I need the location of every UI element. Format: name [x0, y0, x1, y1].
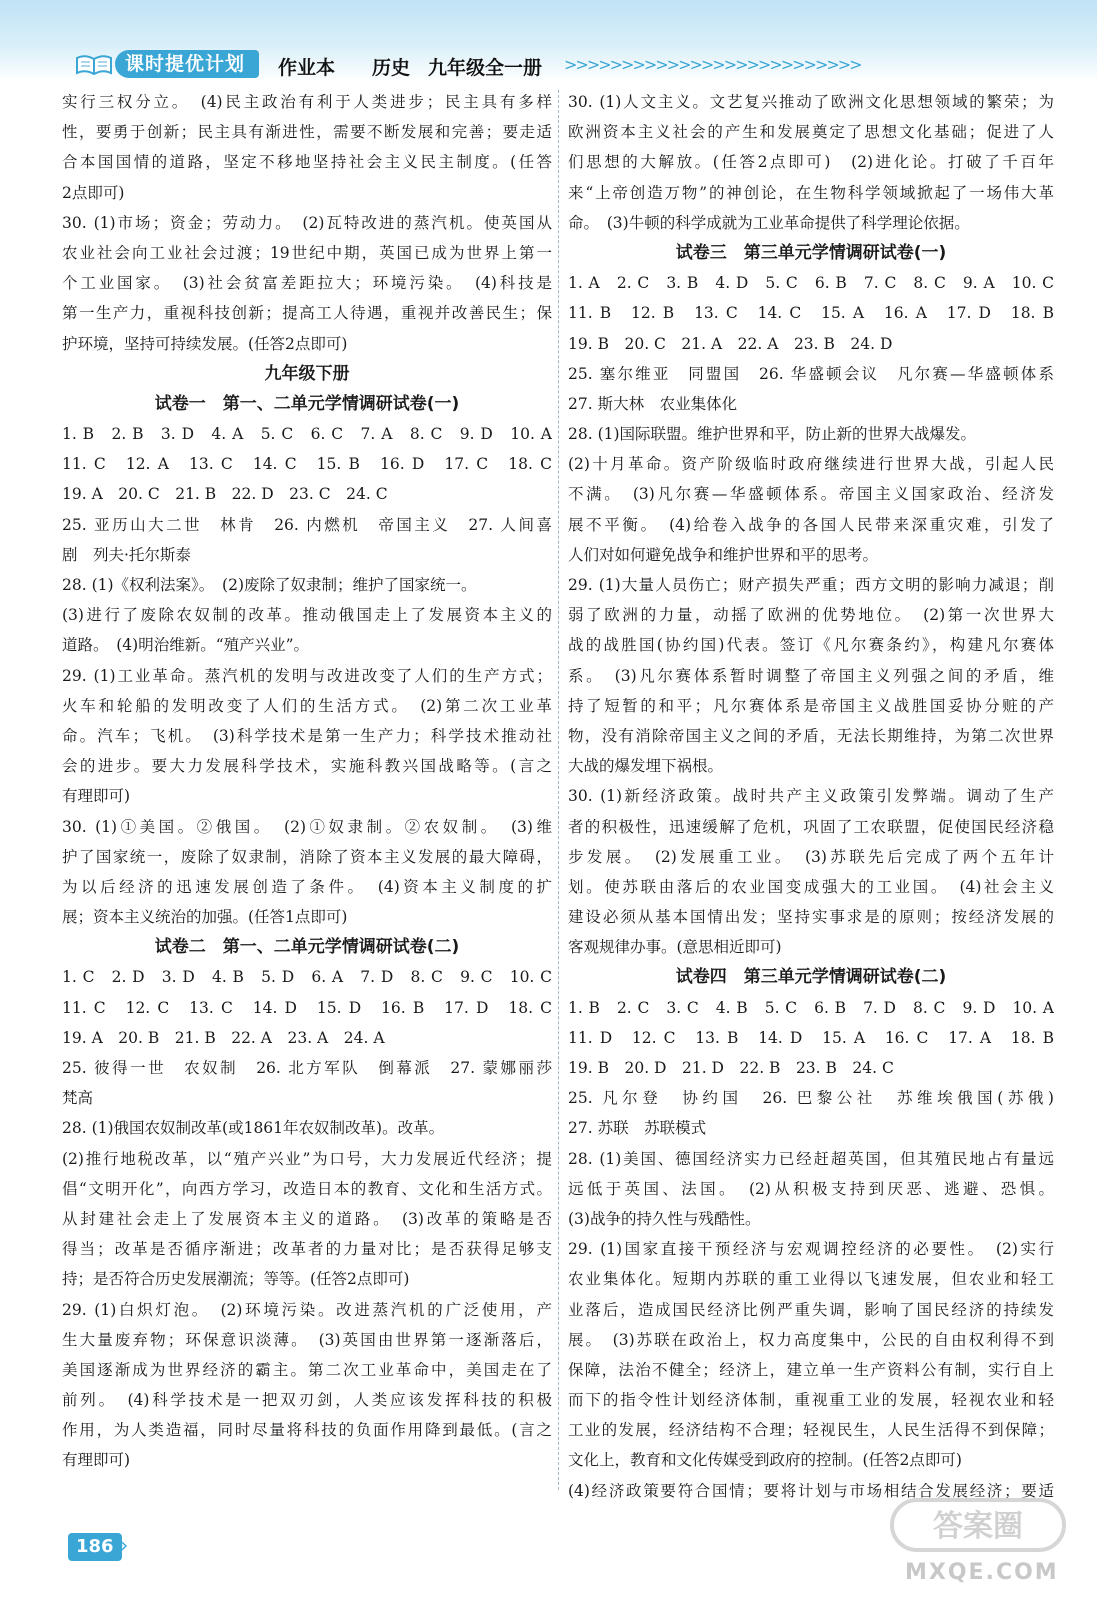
watermark-logo-text: 答案圈 — [933, 1509, 1023, 1544]
subject-label: 历史 — [372, 57, 411, 79]
series-logo — [75, 50, 259, 78]
answer-line: 28. (1)美国、德国经济实力已经赶超英国，但其殖民地占有量远 — [568, 1149, 1054, 1168]
answer-line: 展。 (3)苏联在政治上，权力高度集中，公民的自由权利得不到 — [568, 1330, 1054, 1349]
answer-line: 1. C 2. D 3. D 4. B 5. D 6. A 7. D 8. C 9. C 10. C — [62, 968, 552, 987]
section-heading: 试卷二 第一、二单元学情调研试卷(二) — [154, 937, 460, 958]
answer-line: 19. A 20. C 21. B 22. D 23. C 24. C — [62, 485, 388, 504]
answer-line: 大战的爆发埋下祸根。 — [568, 757, 724, 776]
answer-line: 1. B 2. C 3. C 4. B 5. C 6. B 7. D 8. C 9. D 10. A — [568, 998, 1054, 1017]
answer-line: 前列。 (4)科学技术是一把双刃剑，人类应该发挥科技的积极 — [62, 1391, 552, 1410]
answer-line: 剧 列夫·托尔斯泰 — [62, 545, 191, 564]
answer-line: 11. C 12. A 13. C 14. C 15. B 16. D 17. C 18. C — [62, 455, 552, 474]
book-title: 作业本 — [278, 57, 336, 79]
answer-line: 倡“文明开化”，向西方学习，改造日本的教育、文化和生活方式。 — [62, 1179, 552, 1198]
answer-line: 工业的发展，经济结构不合理；轻视民生，人民生活得不到保障； — [568, 1421, 1054, 1440]
answer-line: 欧洲资本主义社会的产生和发展奠定了思想文化基础；促进了人 — [568, 123, 1054, 142]
answer-line: 物，没有消除帝国主义之间的矛盾，无法长期维持，为第二次世界 — [568, 726, 1054, 745]
answer-line: 文化上，教育和文化传媒受到政府的控制。(任答2点即可) — [568, 1451, 962, 1470]
answer-line: 步发展。 (2)发展重工业。 (3)苏联先后完成了两个五年计 — [568, 847, 1054, 866]
answer-line: 不满。 (3)凡尔赛—华盛顿体系。帝国主义国家政治、经济发 — [568, 485, 1054, 504]
answer-line: 29. (1)大量人员伤亡；财产损失严重；西方文明的影响力减退；削 — [568, 576, 1054, 594]
header-arrows-decoration: >>>>>>>>>>>>>>>>>>>>>>>>>> — [564, 55, 861, 74]
watermark-text: MXQE.COM — [905, 1560, 1059, 1585]
answer-line: 建设必须从基本国情出发；坚持实事求是的原则；按经济发展的 — [568, 908, 1054, 927]
page-header — [0, 0, 1097, 82]
answer-line: 划。使苏联由落后的农业国变成强大的工业国。 (4)社会主义 — [568, 877, 1054, 896]
answer-line: 11. D 12. C 13. B 14. D 15. A 16. C 17. A 18. B — [568, 1028, 1054, 1047]
answer-line: 25. 彼得一世 农奴制 26. 北方军队 倒幕派 27. 蒙娜丽莎 — [62, 1059, 552, 1077]
answer-line: 1. A 2. C 3. B 4. D 5. C 6. B 7. C 8. C 9. A 10. C — [568, 274, 1054, 293]
section-heading: 九年级下册 — [264, 363, 350, 384]
answer-line: 展；资本主义统治的加强。(任答1点即可) — [62, 908, 348, 927]
answer-line: (3)战争的持久性与残酷性。 — [568, 1209, 761, 1228]
answer-line: 梵高 — [62, 1089, 94, 1108]
answer-line: 得当；改革是否循序渐进；改革者的力量对比；是否获得足够支 — [62, 1240, 552, 1259]
answer-line: 客观规律办事。(意思相近即可) — [568, 938, 782, 957]
answer-line: 农业集体化。短期内苏联的重工业得以飞速发展，但农业和轻工 — [568, 1270, 1054, 1289]
answer-line: 30. (1)新经济政策。战时共产主义政策引发弊端。调动了生产 — [568, 787, 1054, 806]
answer-line: 实行三权分立。 (4)民主政治有利于人类进步；民主具有多样 — [62, 93, 552, 111]
answer-line: 会的进步。要大力发展科学技术，实施科教兴国战略等。(言之 — [62, 757, 552, 776]
answer-line: 火车和轮船的发明改变了人们的生活方式。 (2)第二次工业革 — [62, 696, 552, 715]
answer-line: 美国逐渐成为世界经济的霸主。第二次工业革命中，美国走在了 — [62, 1360, 552, 1379]
answer-line: 30. (1)①美国。②俄国。 (2)①奴隶制。②农奴制。 (3)维 — [62, 817, 552, 836]
answer-line: 25. 凡尔登 协约国 26. 巴黎公社 苏维埃俄国(苏俄) — [568, 1089, 1054, 1108]
answer-line: 有理即可) — [62, 1451, 131, 1470]
answer-line: 而下的指令性计划经济体制，重视重工业的发展，轻视农业和轻 — [568, 1391, 1054, 1410]
answer-line: 27. 苏联 苏联模式 — [568, 1119, 707, 1138]
answer-line: 作用，为人类造福，同时尽量将科技的负面作用降到最低。(言之 — [62, 1421, 552, 1440]
answer-line: 25. 塞尔维亚 同盟国 26. 华盛顿会议 凡尔赛—华盛顿体系 — [568, 364, 1054, 383]
answer-line: 保障，法治不健全；经济上，建立单一生产资料公有制，实行自上 — [568, 1360, 1054, 1379]
answer-line: 生大量废弃物；环保意识淡薄。 (3)英国由世界第一逐渐落后， — [62, 1330, 552, 1349]
answer-line: 19. B 20. D 21. D 22. B 23. B 24. C — [568, 1059, 894, 1077]
answer-line: 持了短暂的和平；凡尔赛体系是帝国主义战胜国妥协分赃的产 — [568, 696, 1054, 715]
answer-line: 为以后经济的迅速发展创造了条件。 (4)资本主义制度的扩 — [62, 877, 552, 896]
column-divider — [558, 90, 559, 1490]
watermark-logo — [888, 1494, 1068, 1556]
answer-line: 25. 亚历山大二世 林肯 26. 内燃机 帝国主义 27. 人间喜 — [62, 515, 552, 534]
answer-line: 命。汽车；飞机。 (3)科学技术是第一生产力；科学技术推动社 — [62, 726, 552, 745]
answer-line: 第一生产力，重视科技创新；提高工人待遇，重视并改善民生；保 — [62, 304, 552, 323]
answer-line: 展不平衡。 (4)给卷入战争的各国人民带来深重灾难，引发了 — [568, 515, 1054, 534]
answer-line: 从封建社会走上了发展资本主义的道路。 (3)改革的策略是否 — [62, 1209, 552, 1228]
answer-line: 30. (1)人文主义。文艺复兴推动了欧洲文化思想领域的繁荣；为 — [568, 93, 1054, 111]
answer-line: 们思想的大解放。(任答2点即可) (2)进化论。打破了千百年 — [568, 153, 1054, 172]
answer-line: 护环境，坚持可持续发展。(任答2点即可) — [62, 334, 348, 353]
answer-line: 护了国家统一，废除了奴隶制，消除了资本主义发展的最大障碍， — [62, 847, 552, 866]
answer-line: 者的积极性，迅速缓解了危机，巩固了工农联盟，促使国民经济稳 — [568, 817, 1054, 836]
answer-line: 业落后，造成国民经济比例严重失调，影响了国民经济的持续发 — [568, 1300, 1054, 1319]
answer-line: 个工业国家。 (3)社会贫富差距拉大；环境污染。 (4)科技是 — [62, 274, 552, 293]
left-answer-column — [62, 87, 552, 1476]
answer-line: 弱了欧洲的力量，动摇了欧洲的优势地位。 (2)第一次世界大 — [568, 606, 1054, 625]
answer-line: 28. (1)国际联盟。维护世界和平，防止新的世界大战爆发。 — [568, 425, 977, 444]
grade-label: 九年级全一册 — [428, 57, 543, 79]
answer-line: 29. (1)国家直接干预经济与宏观调控经济的必要性。 (2)实行 — [568, 1240, 1054, 1259]
answer-line: 来“上帝创造万物”的神创论，在生物科学领域掀起了一场伟大革 — [568, 183, 1054, 202]
answer-line: 29. (1)工业革命。蒸汽机的发明与改进改变了人们的生产方式； — [62, 666, 552, 685]
answer-line: 29. (1)白炽灯泡。 (2)环境污染。改进蒸汽机的广泛使用，产 — [62, 1300, 552, 1319]
answer-line: 性，要勇于创新；民主具有渐进性，需要不断发展和完善；要走适 — [62, 123, 552, 142]
answer-line: 人们对如何避免战争和维护世界和平的思考。 — [568, 545, 879, 564]
answer-line: 11. B 12. B 13. C 14. C 15. A 16. A 17. D 18. B — [568, 304, 1054, 323]
answer-line: (4)经济政策要符合国情；要将计划与市场相结合发展经济；要适 — [568, 1481, 1054, 1500]
right-answer-column — [568, 87, 1054, 1506]
section-heading: 试卷三 第三单元学情调研试卷(一) — [675, 242, 947, 263]
answer-line: 农业社会向工业社会过渡；19世纪中期，英国已成为世界上第一 — [62, 243, 552, 262]
answer-line: 持；是否符合历史发展潮流；等等。(任答2点即可) — [62, 1270, 410, 1289]
answer-line: 28. (1)《权利法案》。 (2)废除了奴隶制；维护了国家统一。 — [62, 576, 477, 594]
answer-line: 27. 斯大林 农业集体化 — [568, 394, 738, 413]
section-heading: 试卷一 第一、二单元学情调研试卷(一) — [154, 393, 460, 414]
series-name: 课时提优计划 — [115, 50, 259, 78]
answer-line: 11. C 12. C 13. C 14. D 15. D 16. B 17. D 18. C — [62, 998, 552, 1017]
answer-line: 命。 (3)牛顿的科学成就为工业革命提供了科学理论依据。 — [568, 213, 970, 232]
answer-line: 19. B 20. C 21. A 22. A 23. B 24. D — [568, 334, 893, 353]
answer-line: 30. (1)市场；资金；劳动力。 (2)瓦特改进的蒸汽机。使英国从 — [62, 213, 552, 232]
page-number: 186 — [68, 1533, 122, 1561]
answer-line: 系。 (3)凡尔赛体系暂时调整了帝国主义列强之间的矛盾，维 — [568, 666, 1054, 685]
answer-line: 19. A 20. B 21. B 22. A 23. A 24. A — [62, 1028, 385, 1047]
answer-line: 1. B 2. B 3. D 4. A 5. C 6. C 7. A 8. C 9. D 10. A — [62, 425, 552, 444]
answer-line: 战的战胜国(协约国)代表。签订《凡尔赛条约》，构建凡尔赛体 — [568, 636, 1054, 655]
answer-line: 2点即可) — [62, 183, 125, 202]
page-arrow-icon: » — [116, 1533, 129, 1557]
answer-line: (2)十月革命。资产阶级临时政府继续进行世界大战，引起人民 — [568, 455, 1054, 474]
answer-line: (3)进行了废除农奴制的改革。推动俄国走上了发展资本主义的 — [62, 606, 552, 625]
section-heading: 试卷四 第三单元学情调研试卷(二) — [675, 967, 947, 988]
answer-line: 28. (1)俄国农奴制改革(或1861年农奴制改革)。改革。 — [62, 1119, 445, 1138]
answer-line: (2)推行地税改革，以“殖产兴业”为口号，大力发展近代经济；提 — [62, 1149, 552, 1168]
answer-line: 有理即可) — [62, 787, 131, 806]
answer-line: 道路。 (4)明治维新。“殖产兴业”。 — [62, 636, 310, 655]
open-book-icon — [75, 52, 113, 76]
answer-line: 远低于英国、法国。 (2)从积极支持到厌恶、逃避、恐惧。 — [568, 1179, 1054, 1198]
answer-line: 合本国国情的道路，坚定不移地坚持社会主义民主制度。(任答 — [62, 153, 552, 172]
